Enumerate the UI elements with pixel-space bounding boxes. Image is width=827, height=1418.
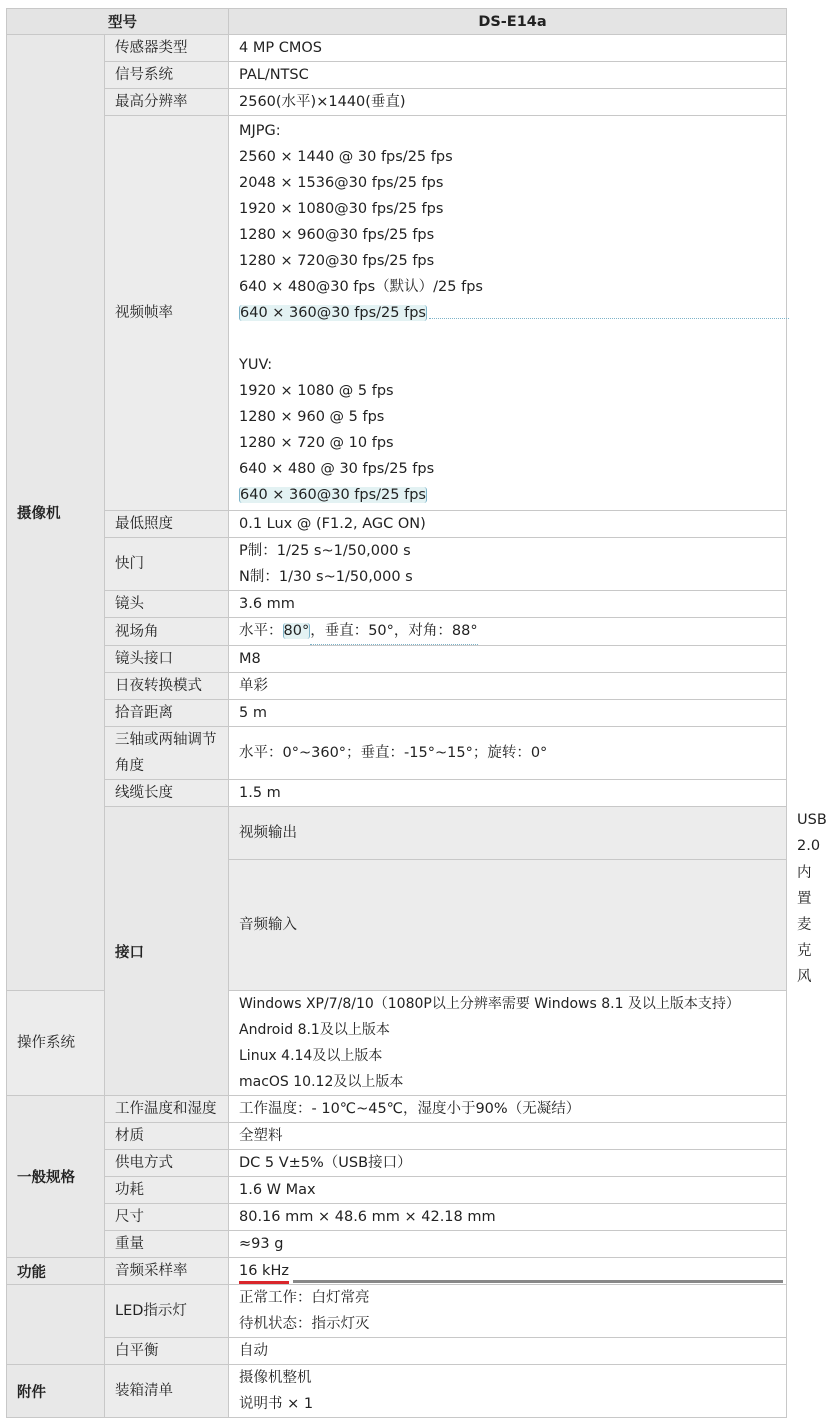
table-row (7, 1150, 787, 1177)
param-label: LED指示灯 (105, 1285, 229, 1338)
param-value: M8 (229, 646, 787, 673)
param-value: 5 m (229, 700, 787, 727)
param-label: 信号系统 (105, 62, 229, 89)
param-value: ≈93 g (229, 1231, 787, 1258)
table-row (7, 646, 787, 673)
value-line: N制：1/30 s~1/50,000 s (239, 569, 413, 585)
table-row (7, 1285, 787, 1338)
param-value: 工作温度：- 10℃~45℃，湿度小于90%（无凝结） (229, 1096, 787, 1123)
table-row (7, 511, 787, 538)
param-label: 线缆长度 (105, 780, 229, 807)
param-value: 2560(水平)×1440(垂直) (229, 89, 787, 116)
framerate-line: YUV: (239, 357, 273, 373)
framerate-line: 2560 × 1440 @ 30 fps/25 fps (239, 149, 453, 165)
value-line: Windows XP/7/8/10（1080P以上分辨率需要 Windows 8.1 及以上版本支持） (239, 996, 740, 1012)
table-row (7, 538, 787, 591)
table-row (7, 62, 787, 89)
table-row (7, 1231, 787, 1258)
table-row (7, 1204, 787, 1231)
param-value (229, 538, 787, 591)
highlight-mark: 80° (283, 623, 310, 639)
fov-rest: ，垂直：50°，对角：88° (310, 618, 477, 645)
param-label: 视频输出 (229, 807, 787, 860)
table-row (7, 700, 787, 727)
model-value: DS-E14a (229, 9, 787, 35)
spec-table (6, 8, 827, 1418)
param-value: 0.1 Lux @ (F1.2, AGC ON) (229, 511, 787, 538)
value-line: macOS 10.12及以上版本 (239, 1074, 404, 1090)
param-value (229, 1285, 787, 1338)
value-line: 说明书 × 1 (239, 1396, 314, 1412)
param-value (229, 618, 787, 646)
param-value (229, 1365, 787, 1418)
value-line: 待机状态：指示灯灭 (239, 1316, 370, 1332)
value-line: Linux 4.14及以上版本 (239, 1048, 383, 1064)
param-label: 操作系统 (7, 991, 105, 1096)
param-label: 视频帧率 (105, 116, 229, 511)
table-row (7, 1096, 787, 1123)
value-line: 摄像机整机 (239, 1370, 312, 1386)
table-row (7, 591, 787, 618)
param-label: 工作温度和湿度 (105, 1096, 229, 1123)
group-function: 功能 (7, 1258, 105, 1285)
framerate-line: 640 × 480 @ 30 fps/25 fps (239, 461, 435, 477)
dotted-leader (429, 308, 789, 319)
table-row (7, 1365, 787, 1418)
param-label: 音频输入 (229, 860, 787, 991)
param-value: DC 5 V±5%（USB接口） (229, 1150, 787, 1177)
framerate-line: 1920 × 1080@30 fps/25 fps (239, 201, 444, 217)
table-row (7, 89, 787, 116)
table-row: 音频输入 内置麦克风 (7, 860, 787, 991)
param-label: 传感器类型 (105, 35, 229, 62)
highlight-mark: 640 × 360@30 fps/25 fps (240, 305, 426, 321)
param-value: 80.16 mm × 48.6 mm × 42.18 mm (229, 1204, 787, 1231)
table-row (7, 116, 787, 511)
param-value: 4 MP CMOS (229, 35, 787, 62)
param-label: 音频采样率 (105, 1258, 229, 1285)
gray-rule (293, 1280, 783, 1283)
param-value: 自动 (229, 1338, 787, 1365)
param-label: 最低照度 (105, 511, 229, 538)
framerate-line: MJPG: (239, 123, 281, 139)
group-blank (7, 1285, 105, 1365)
param-label: 视场角 (105, 618, 229, 646)
samplerate-value: 16 kHz (239, 1261, 289, 1284)
param-label: 装箱清单 (105, 1365, 229, 1418)
group-interface: 接口 (105, 807, 229, 1096)
param-value: 1.5 m (229, 780, 787, 807)
framerate-line: 1280 × 960 @ 5 fps (239, 409, 385, 425)
group-accessories: 附件 (7, 1365, 105, 1418)
value-line: Android 8.1及以上版本 (239, 1022, 390, 1038)
param-label: 供电方式 (105, 1150, 229, 1177)
blank-line (239, 326, 786, 352)
fov-prefix: 水平： (239, 623, 283, 639)
param-value (229, 1258, 787, 1285)
table-row (7, 727, 787, 780)
table-row (7, 673, 787, 700)
table-row (7, 1123, 787, 1150)
framerate-line: 1920 × 1080 @ 5 fps (239, 383, 394, 399)
framerate-line: 2048 × 1536@30 fps/25 fps (239, 175, 444, 191)
framerate-line-highlighted (239, 300, 786, 326)
value-line: P制：1/25 s~1/50,000 s (239, 543, 411, 559)
param-label: 尺寸 (105, 1204, 229, 1231)
param-label: 材质 (105, 1123, 229, 1150)
framerate-line-highlighted (239, 482, 786, 508)
framerate-line: 1280 × 720@30 fps/25 fps (239, 253, 435, 269)
param-value: 3.6 mm (229, 591, 787, 618)
table-row (7, 1177, 787, 1204)
param-label: 白平衡 (105, 1338, 229, 1365)
param-value: 水平：0°~360°；垂直：-15°~15°；旋转：0° (229, 727, 787, 780)
header-row (7, 9, 787, 35)
table-row (7, 1258, 787, 1285)
param-label: 拾音距离 (105, 700, 229, 727)
group-camera: 摄像机 (7, 35, 105, 991)
table-row (7, 35, 787, 62)
param-value: 单彩 (229, 673, 787, 700)
param-label: 镜头接口 (105, 646, 229, 673)
framerate-line: 640 × 480@30 fps（默认）/25 fps (239, 279, 483, 295)
table-row (7, 618, 787, 646)
framerate-line: 1280 × 720 @ 10 fps (239, 435, 394, 451)
table-row: 接口 视频输出 USB 2.0 (7, 807, 787, 860)
param-label: 快门 (105, 538, 229, 591)
param-label: 三轴或两轴调节角度 (105, 727, 229, 780)
value-line: 正常工作：白灯常亮 (239, 1290, 370, 1306)
param-label: 镜头 (105, 591, 229, 618)
param-label: 日夜转换模式 (105, 673, 229, 700)
param-value: PAL/NTSC (229, 62, 787, 89)
table-row (7, 780, 787, 807)
table-row (7, 1338, 787, 1365)
framerate-values (229, 116, 787, 511)
param-value: 全塑料 (229, 1123, 787, 1150)
group-general: 一般规格 (7, 1096, 105, 1258)
param-label: 最高分辨率 (105, 89, 229, 116)
model-label: 型号 (7, 9, 229, 35)
highlight-mark: 640 × 360@30 fps/25 fps (240, 487, 426, 503)
param-value (229, 991, 787, 1096)
param-label: 功耗 (105, 1177, 229, 1204)
framerate-line: 1280 × 960@30 fps/25 fps (239, 227, 435, 243)
param-label: 重量 (105, 1231, 229, 1258)
param-value: 1.6 W Max (229, 1177, 787, 1204)
